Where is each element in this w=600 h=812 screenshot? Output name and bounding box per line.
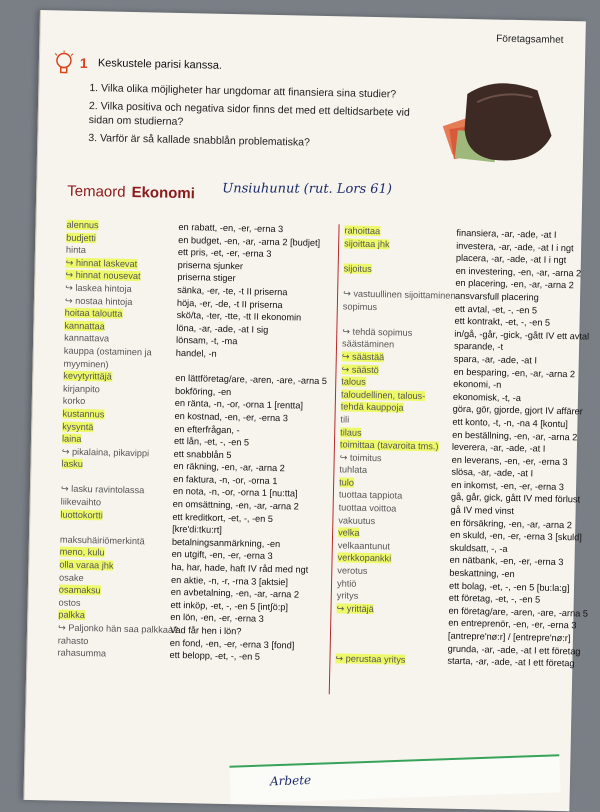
right_column-swedish-row: en beställning, -en, -ar, -arna 2 (452, 428, 574, 443)
section-heading (67, 183, 195, 203)
left_column-finnish-row: kevytyrittäjä (63, 370, 173, 385)
right_column-swedish-row: starta, -ar, -ade, -at I ett företag (447, 655, 569, 670)
left_column-finnish-row: liikevaihto (61, 496, 171, 511)
right_column-swedish-row: ett företag, -et, -, -en 5 (449, 592, 571, 607)
right_column-finnish-row: ↪ perustaa yritys (335, 653, 445, 668)
right_column-swedish-row: ansvarsfull placering (455, 290, 577, 305)
right_column-swedish-row: en företag/are, -aren, -are, -arna 5 (448, 605, 570, 620)
right_column-finnish-row: velka (338, 527, 448, 542)
left_column-finnish-row: ↪ hinnat laskevat (66, 256, 176, 271)
right_column-swedish-row: finansiera, -ar, -ade, -at I (456, 227, 578, 242)
right_column-swedish-row: leverera, -ar, -ade, -at I (452, 441, 574, 456)
left_column-finnish-row: kannattava (64, 332, 174, 347)
right_column-finnish-row: verkkopankki (337, 552, 447, 567)
right_column-swedish-row: en skuld, -en, -er, -erna 3 [skuld] (450, 529, 572, 544)
right_column-swedish-row: göra, gör, gjorde, gjort IV affärer (453, 403, 575, 418)
left_column-finnish-row: olla varaa jhk (59, 559, 169, 574)
right_column-finnish-row: verotus (337, 564, 447, 579)
left_column-finnish-row: kannattaa (64, 319, 174, 334)
right_column-finnish-row: ↪ säästää (342, 350, 452, 365)
right_column-finnish-row: talous (341, 376, 451, 391)
left_column-swedish-row: lönsam, -t, -ma (176, 334, 334, 350)
task-title: Keskustele parisi kanssa. (98, 57, 222, 72)
left_column-swedish-row: en fond, -en, -er, -erna 3 [fond] (170, 636, 328, 652)
right_column-finnish-row: tuottaa tappiota (339, 489, 449, 504)
left_column-swedish-row: en ränta, -n, -or, -orna 1 [rentta] (175, 397, 333, 413)
right_column-swedish-row: investera, -ar, -ade, -at I i ngt (456, 239, 578, 254)
right_column-finnish-row: tuhlata (339, 464, 449, 479)
textbook-page (23, 10, 585, 811)
right_column-swedish-row: beskattning, -en (449, 567, 571, 582)
left_column-swedish-row: en faktura, -n, -or, -orna 1 (173, 473, 331, 489)
right_column-swedish-row: en leverans, -en, -er, -erna 3 (452, 453, 574, 468)
left_column-swedish-row: en budget, -en, -ar, -arna 2 [budjet] (178, 234, 336, 250)
left_column-finnish-row: kustannus (62, 407, 172, 422)
left_column-finnish-row: ↪ lasku ravintolassa (61, 483, 171, 498)
left_column-finnish-row: rahasto (58, 634, 168, 649)
left_column-swedish-row: ett inköp, -et, -, -en 5 [int∫ö:p] (170, 599, 328, 615)
left_column-swedish-row: bokföring, -en (175, 385, 333, 401)
bottom-note-text: Arbete (270, 773, 312, 788)
left_column-finnish-row: palkka (58, 609, 168, 624)
left_column-swedish-row: ett belopp, -et, -, -en 5 (169, 649, 327, 665)
question-2: 2. Vilka positiva och negativa sidor finns det med ett deltidsarbete vid sidan om studierna? (89, 99, 420, 134)
left_column-swedish-row: en aktie, -n, -r, -rna 3 [aktsie] (171, 573, 329, 589)
right_column-swedish-row: sparande, -t (454, 340, 576, 355)
left-finnish-column (57, 219, 176, 662)
left_column-swedish-row: handel, -n (176, 347, 334, 363)
left_column-finnish-row: kysyntä (62, 420, 172, 435)
left_column-finnish-row: ↪ Paljonko hän saa palkkaa? (58, 622, 168, 637)
right_column-swedish-row: slösa, -ar, -ade, -at I (451, 466, 573, 481)
right_column-swedish-row: en försäkring, -en, -ar, -arna 2 (450, 516, 572, 531)
right_column-swedish-row: placera, -ar, -ade, -at I i ngt (456, 252, 578, 267)
left_column-finnish-row: laina (62, 433, 172, 448)
right_column-swedish-row: ett kontrakt, -et, -, -en 5 (454, 315, 576, 330)
left_column-finnish-row: ↪ laskea hintoja (65, 282, 175, 297)
left_column-finnish-row: luottokortti (60, 508, 170, 523)
left_column-swedish-row: en avbetalning, -en, -ar, -arna 2 (171, 586, 329, 602)
right_column-finnish-row: ↪ tehdä sopimus (342, 325, 452, 340)
right_column-finnish-row: vakuutus (338, 514, 448, 529)
left_column-swedish-row: sänka, -er, -te, -t II priserna (177, 284, 335, 300)
right_column-swedish-row: ett konto, -t, -n, -na 4 [kontu] (452, 416, 574, 431)
right_column-finnish-row: yritys (337, 590, 447, 605)
right_column-swedish-row: spara, -ar, -ade, -at I (454, 353, 576, 368)
right-finnish-column (335, 224, 454, 667)
left_column-finnish-row: osamaksu (59, 584, 169, 599)
left_column-swedish-row: ett snabblån 5 (174, 448, 332, 464)
left_column-swedish-row: skö/ta, -ter, -tte, -tt II ekonomin (177, 309, 335, 325)
left_column-finnish-row: kauppa (ostaminen ja (64, 345, 174, 360)
right_column-finnish-row: ↪ toimitus (340, 451, 450, 466)
left_column-swedish-row: en omsättning, -en, -ar, -arna 2 (173, 498, 331, 514)
left_column-swedish-row: priserna stiger (177, 271, 335, 287)
right_column-finnish-row: tilaus (340, 426, 450, 441)
right_column-swedish-row: en nätbank, -en, -er, -erna 3 (449, 554, 571, 569)
right_column-swedish-row: en inkomst, -en, -er, -erna 3 (451, 479, 573, 494)
right_column-finnish-row: sijoittaa jhk (344, 237, 454, 252)
left_column-finnish-row: budjetti (66, 231, 176, 246)
left_column-finnish-row: hinta (66, 244, 176, 259)
left_column-swedish-row: en räkning, -en, -ar, -arna 2 (173, 460, 331, 476)
heading-title: Ekonomi (131, 184, 195, 202)
left_column-swedish-row: [kre'di:tku:rt] (172, 523, 330, 539)
right_column-finnish-row: taloudellinen, talous- (341, 388, 451, 403)
section-label: Företagsamhet (496, 34, 563, 46)
left_column-swedish-row: ett kreditkort, -et, -, -en 5 (172, 511, 330, 527)
left_column-swedish-row: en lön, -en, -er, -erna 3 (170, 611, 328, 627)
right_column-finnish-row: säästäminen (342, 338, 452, 353)
left_column-swedish-row: en efterfrågan, - (174, 422, 332, 438)
right_column-swedish-row: skuldsatt, -, -a (450, 542, 572, 557)
question-3: 3. Varför är så kallade snabblån problematiska? (88, 131, 418, 152)
right_column-finnish-row: sopimus (343, 300, 453, 315)
left_column-finnish-row: kirjanpito (63, 382, 173, 397)
question-1: 1. Vilka olika möjligheter har ungdomar att finansiera sina studier? (89, 81, 419, 102)
left_column-finnish-row: osake (59, 571, 169, 586)
left_column-finnish-row: rahasumma (57, 647, 167, 662)
right_column-finnish-row: rahoittaa (344, 224, 454, 239)
left_column-swedish-row: priserna sjunker (178, 259, 336, 275)
right_column-finnish-row: tili (340, 413, 450, 428)
right_column-finnish-row: tehdä kauppoja (341, 401, 451, 416)
question-list (88, 81, 419, 156)
right_column-swedish-row: ekonomisk, -t, -a (453, 390, 575, 405)
left_column-finnish-row: korko (63, 395, 173, 410)
right_column-finnish-row: ↪ yrittäjä (336, 602, 446, 617)
right_column-swedish-row: en placering, -en, -ar, -arna 2 (455, 277, 577, 292)
right_column-swedish-row: [antrepre'nø:r] / [entrepre'nø:r] (448, 630, 570, 645)
right-swedish-column (447, 227, 578, 670)
right_column-finnish-row: sijoitus (344, 262, 454, 277)
left_column-finnish-row: hoitaa taloutta (65, 307, 175, 322)
right_column-finnish-row: yhtiö (337, 577, 447, 592)
right_column-swedish-row: ett bolag, -et, -, -en 5 [bu:la:g] (449, 579, 571, 594)
right_column-swedish-row: in/gå, -går, -gick, -gått IV ett avtal (454, 327, 576, 342)
left_column-finnish-row: ↪ hinnat nousevat (65, 269, 175, 284)
left_column-swedish-row: Vad får hen i lön? (170, 624, 328, 640)
right_column-swedish-row: ekonomi, -n (453, 378, 575, 393)
right_column-swedish-row: en entreprenör, -en, -er, -erna 3 (448, 617, 570, 632)
lightbulb-icon (53, 50, 76, 78)
right_column-swedish-row: gå IV med vinst (450, 504, 572, 519)
right_column-finnish-row: toimittaa (tavaroita tms.) (340, 438, 450, 453)
right_column-swedish-row: gå, går, gick, gått IV med förlust (451, 491, 573, 506)
right_column-swedish-row: en investering, -en, -ar, -arna 2 (455, 265, 577, 280)
left_column-swedish-row: betalningsanmärkning, -en (172, 536, 330, 552)
right_column-swedish-row: grunda, -ar, -ade, -at I ett företag (448, 642, 570, 657)
right_column-finnish-row: tulo (339, 476, 449, 491)
left_column-finnish-row: maksuhäiriömerkintä (60, 533, 170, 548)
right_column-finnish-row: tuottaa voittoa (339, 501, 449, 516)
left_column-finnish-row: ostos (58, 596, 168, 611)
left_column-swedish-row: en kostnad, -en, -er, -erna 3 (174, 410, 332, 426)
left_column-swedish-row: ett pris, -et, -er, -erna 3 (178, 246, 336, 262)
task-number: 1 (80, 55, 88, 71)
left_column-finnish-row: alennus (66, 219, 176, 234)
left_column-swedish-row: löna, -ar, -ade, -at I sig (176, 322, 334, 338)
left_column-finnish-row: meno, kulu (60, 546, 170, 561)
left_column-swedish-row: en lättföretag/are, -aren, -are, -arna 5 (175, 372, 333, 388)
handwritten-note: Unsiuhunut (rut. Lors 61) (222, 181, 392, 197)
left_column-swedish-row: ett lån, -et, -, -en 5 (174, 435, 332, 451)
right_column-finnish-row: ↪ vastuullinen sijoittaminen (343, 287, 453, 302)
left_column-swedish-row: en utgift, -en, -er, -erna 3 (171, 548, 329, 564)
left_column-swedish-row: ha, har, hade, haft IV råd med ngt (171, 561, 329, 577)
left_column-finnish-row: ↪ nostaa hintoja (65, 294, 175, 309)
wallet-with-money-image (436, 73, 558, 175)
left_column-finnish-row: myyminen) (63, 357, 173, 372)
heading-prefix: Temaord (67, 183, 126, 201)
right_column-swedish-row: ett avtal, -et, -, -en 5 (455, 302, 577, 317)
left_column-finnish-row: lasku (61, 458, 171, 473)
right_column-swedish-row: en besparing, -en, -ar, -arna 2 (453, 365, 575, 380)
left-swedish-column (169, 221, 336, 665)
left_column-swedish-row: en nota, -n, -or, -orna 1 [nu:tta] (173, 485, 331, 501)
right_column-finnish-row: ↪ säästö (341, 363, 451, 378)
left_column-swedish-row: höja, -er, -de, -t II priserna (177, 296, 335, 312)
left_column-finnish-row: ↪ pikalaina, pikavippi (62, 445, 172, 460)
right_column-finnish-row: velkaantunut (338, 539, 448, 554)
left_column-swedish-row: en rabatt, -en, -er, -erna 3 (178, 221, 336, 237)
